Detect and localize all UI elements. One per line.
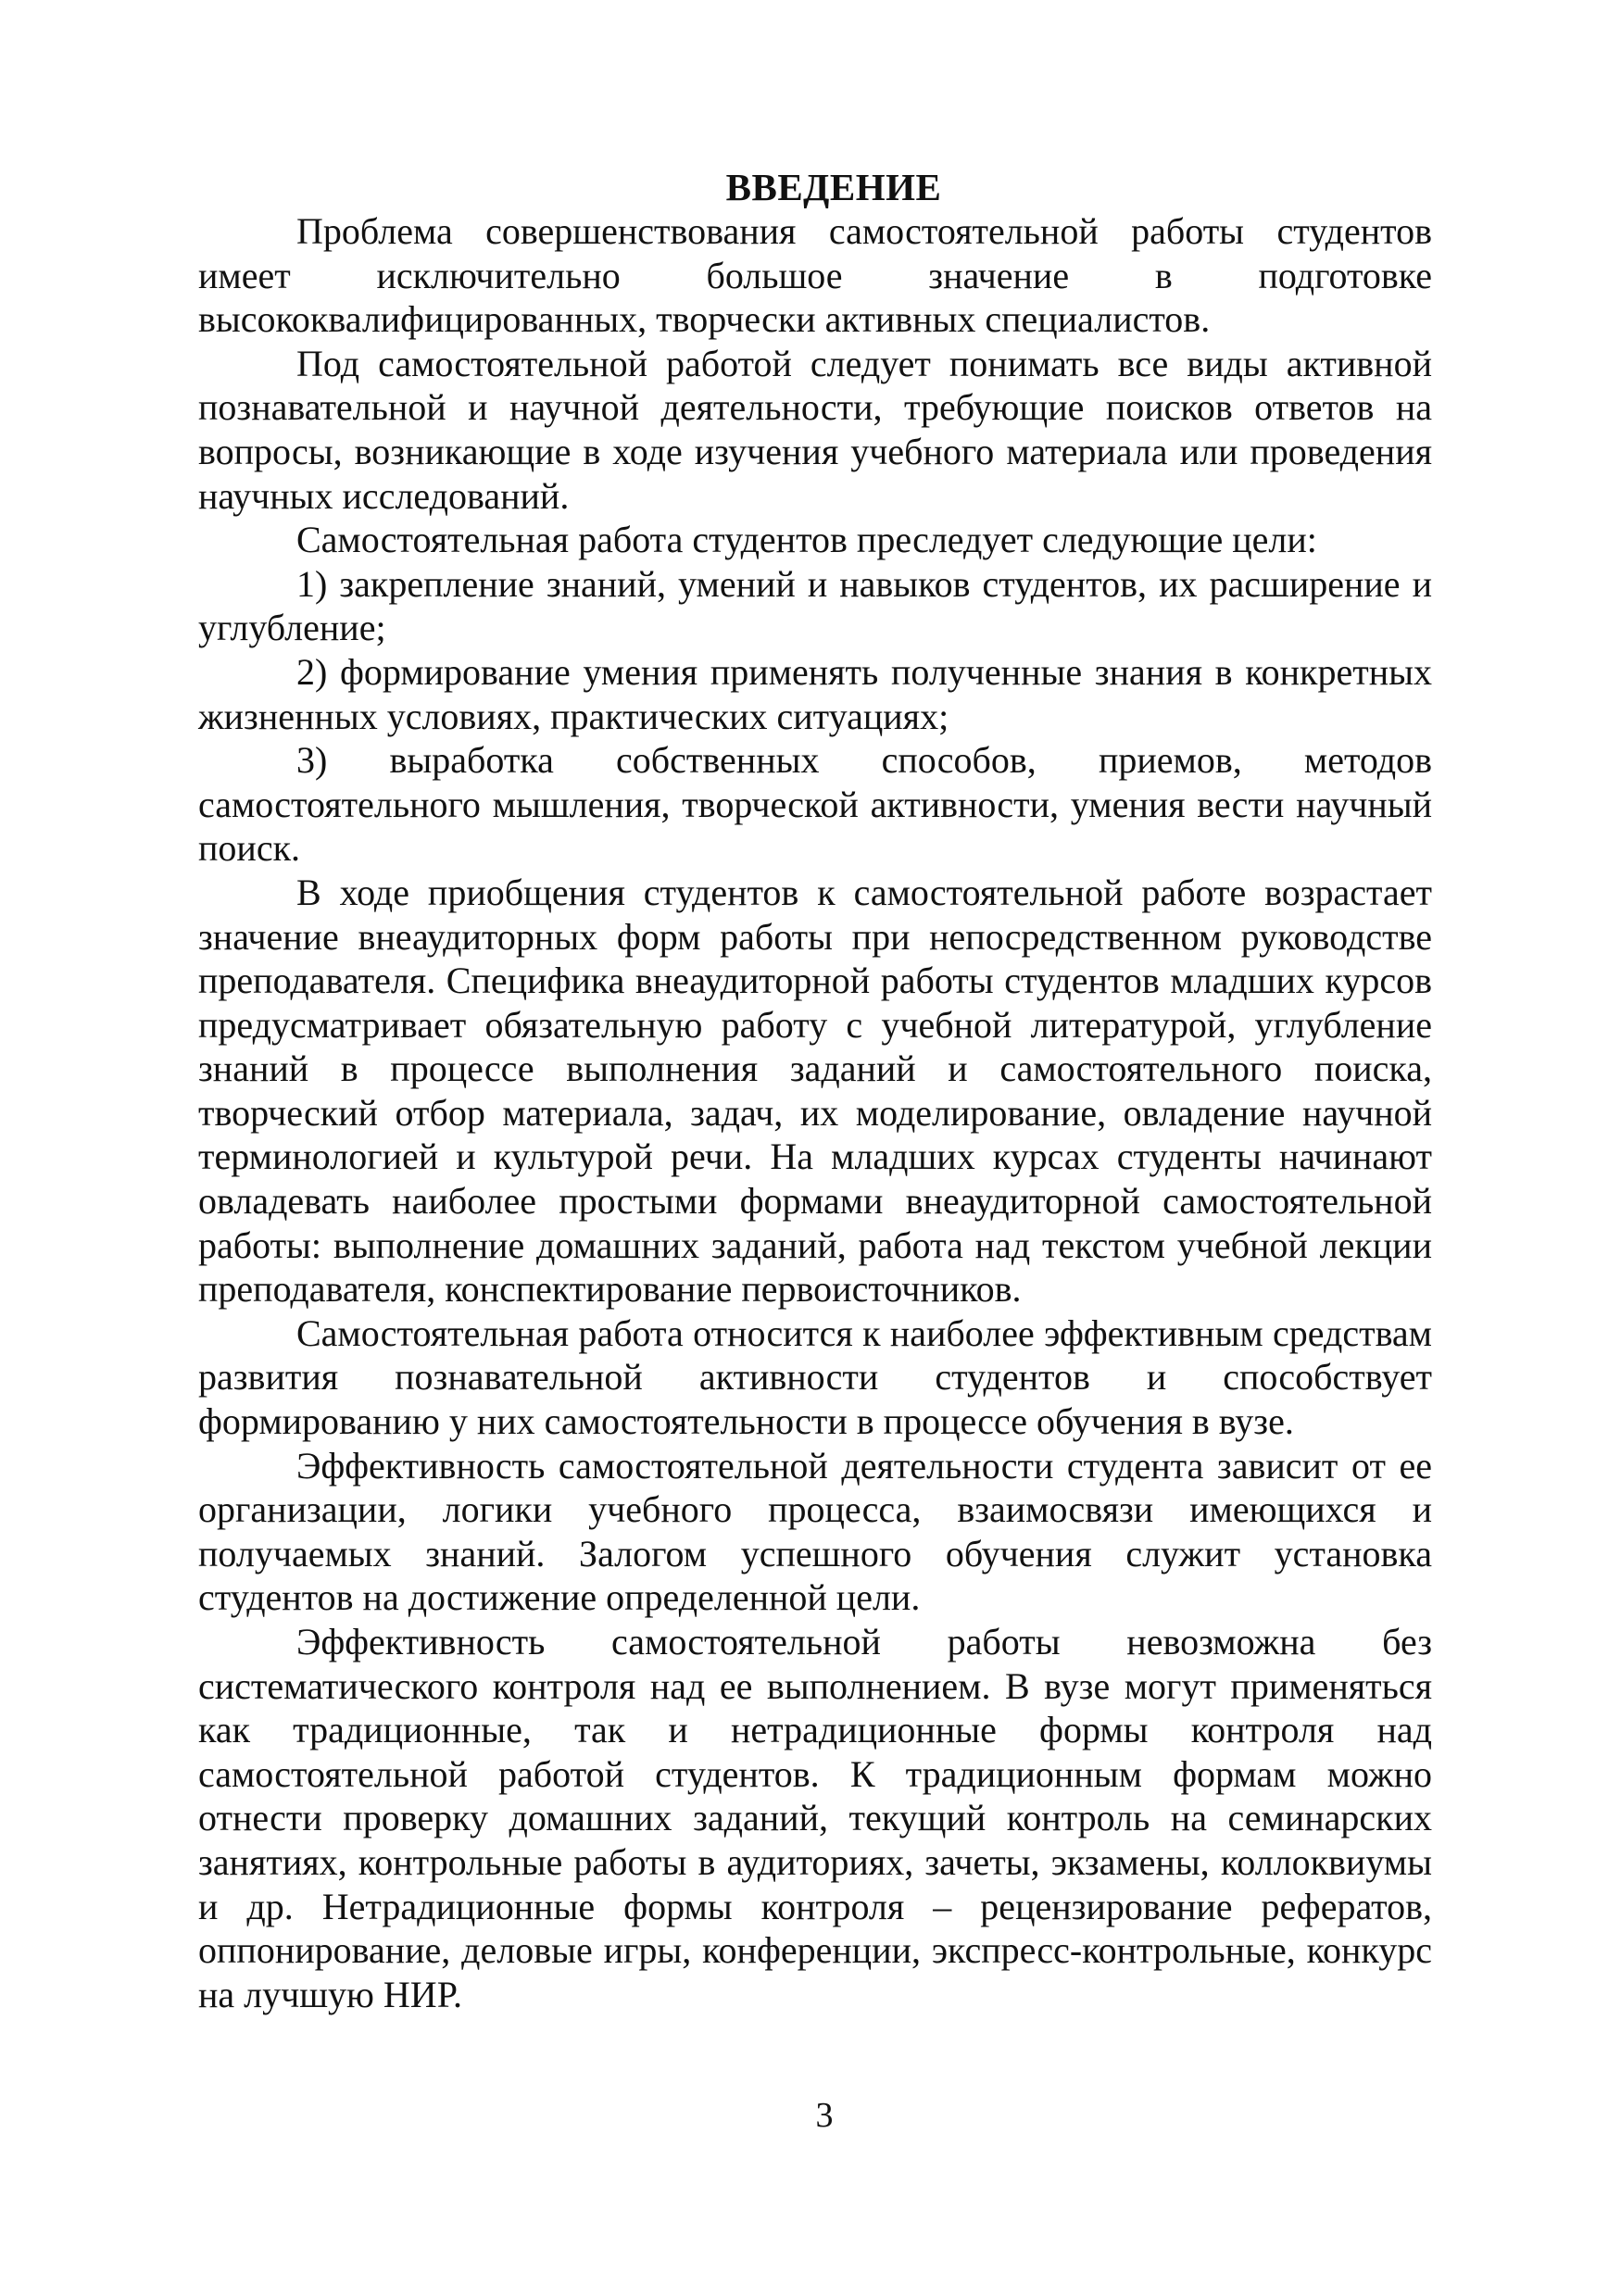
document-page bbox=[198, 165, 1432, 2016]
paragraph-effective-means: Самостоятельная работа относится к наиболее эффективным средствам развития познавательной активности студентов и способствует формированию у них самостоятельности в процессе обучения в вузе. bbox=[198, 1311, 1432, 1443]
paragraph-definition: Под самостоятельной работой следует понимать все виды активной познавательной и научной деятельности, требующие поисков ответов на вопросы, возникающие в ходе изучения учебного материала или проведения научных исследований. bbox=[198, 342, 1432, 517]
list-item-goal-3: 3) выработка собственных способов, приемов, методов самостоятельного мышления, творческой активности, умения вести научный поиск. bbox=[198, 739, 1432, 870]
paragraph-intro: Проблема совершенствования самостоятельной работы студентов имеет исключительно большое значение в подготовке высококвалифицированных, творчески активных специалистов. bbox=[198, 210, 1432, 341]
paragraph-goals-intro: Самостоятельная работа студентов преследует следующие цели: bbox=[296, 519, 1317, 561]
list-item-goal-1: 1) закрепление знаний, умений и навыков студентов, их расширение и углубление; bbox=[198, 562, 1432, 649]
paragraph-extracurricular: В ходе приобщения студентов к самостоятельной работе возрастает значение внеаудиторных форм работы при непосредственном руководстве преподавателя. Специфика внеаудиторной работы студентов младших курсов предусматривает обязательную работу с учебной литературой, углубление знаний в процессе выполнения заданий и самостоятельного поиска, творческий отбор материала, задач, их моделирование, овладение научной терминологией и культурой речи. На младших курсах студенты начинают овладевать наиболее простыми формами внеаудиторной самостоятельной работы: выполнение домашних заданий, работа над текстом учебной лекции преподавателя, конспектирование первоисточников. bbox=[198, 871, 1432, 1311]
section-title: ВВЕДЕНИЕ bbox=[725, 166, 942, 208]
list-item-goal-2: 2) формирование умения применять полученные знания в конкретных жизненных условиях, практических ситуациях; bbox=[198, 650, 1432, 737]
page-number: 3 bbox=[815, 2096, 834, 2135]
paragraph-efficiency: Эффективность самостоятельной деятельности студента зависит от ее организации, логики учебного процесса, взаимосвязи имеющихся и получаемых знаний. Залогом успешного обучения служит установка студентов на достижение определенной цели. bbox=[198, 1444, 1432, 1619]
paragraph-control-forms: Эффективность самостоятельной работы невозможна без систематического контроля над ее выполнением. В вузе могут применяться как традиционные, так и нетрадиционные формы контроля над самостоятельной работой студентов. К традиционным формам можно отнести проверку домашних заданий, текущий контроль на семинарских занятиях, контрольные работы в аудиториях, зачеты, экзамены, коллоквиумы и др. Нетрадиционные формы контроля – рецензирование рефератов, оппонирование, деловые игры, конференции, экспресс-контрольные, конкурс на лучшую НИР. bbox=[198, 1621, 1432, 2015]
